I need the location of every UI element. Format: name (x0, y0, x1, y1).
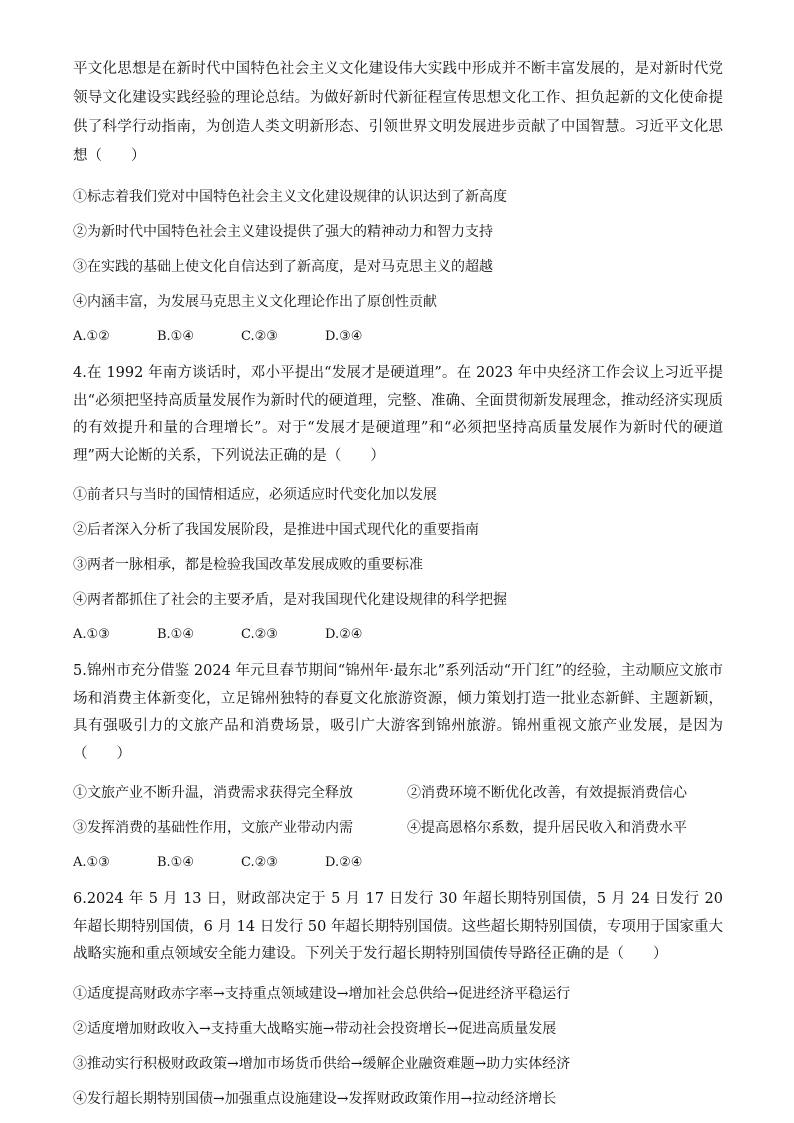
question-6-option-4: ④发行超长期特别国债→加强重点设施建设→发挥财政政策作用→拉动经济增长 (73, 1090, 557, 1107)
question-5-stem: 5.锦州市充分借鉴 2024 年元旦春节期间“锦州年·最东北”系列活动“开门红”的经验，主动顺应文旅市场和消费主体新变化，立足锦州独特的春夏文化旅游资源，倾力策划打造一批业态新鲜、主题新颖，具有强吸引力的文旅产品和消费场景，吸引广大游客到锦州旅游。锦州重视文旅产业发展，是因为（ ） (73, 663, 723, 762)
question-5-options-row-1 (73, 784, 723, 802)
question-6 (73, 886, 723, 1108)
question-4-answer-a: A.①③ (73, 627, 110, 642)
question-3-answer-a: A.①② (73, 329, 110, 344)
question-3-answer-c: C.②③ (241, 329, 278, 344)
question-3-answer-d: D.③④ (325, 329, 363, 344)
question-4-answer-c: C.②③ (241, 627, 278, 642)
question-3-option-4: ④内涵丰富，为发展马克思主义文化理论作出了原创性贡献 (73, 294, 437, 310)
question-6-option-1: ①适度提高财政赤字率→支持重点领域建设→增加社会总供给→促进经济平稳运行 (73, 985, 571, 1002)
question-3-option-1: ①标志着我们党对中国特色社会主义文化建设规律的认识达到了新高度 (73, 189, 507, 205)
question-5-options-row-2 (73, 819, 723, 837)
question-5-option-4: ④提高恩格尔系数，提升居民收入和消费水平 (407, 820, 687, 836)
question-4-option-2: ②后者深入分析了我国发展阶段，是推进中国式现代化的重要指南 (73, 522, 479, 538)
question-6-option-3: ③推动实行积极财政政策→增加市场货币供给→缓解企业融资难题→助力实体经济 (73, 1055, 571, 1072)
question-3-option-3: ③在实践的基础上使文化自信达到了新高度，是对马克思主义的超越 (73, 259, 493, 275)
question-3-option-2: ②为新时代中国特色社会主义建设提供了强大的精神动力和智力支持 (73, 224, 493, 240)
question-5-option-3: ③发挥消费的基础性作用，文旅产业带动内需 (73, 820, 353, 836)
question-4-answer-d: D.②④ (325, 627, 363, 642)
question-5-answer-d: D.②④ (325, 855, 363, 870)
question-5-answer-c: C.②③ (241, 855, 278, 870)
question-4-answer-b: B.①④ (157, 627, 194, 642)
question-3-answers (73, 328, 723, 346)
question-5 (73, 658, 723, 872)
question-4-option-4: ④两者都抓住了社会的主要矛盾，是对我国现代化建设规律的科学把握 (73, 592, 507, 608)
question-5-answers (73, 854, 723, 872)
question-3 (73, 55, 723, 346)
question-4-option-3: ③两者一脉相承，都是检验我国改革发展成败的重要标准 (73, 557, 423, 573)
question-5-option-2: ②消费环境不断优化改善，有效提振消费信心 (407, 785, 687, 801)
question-5-option-1: ①文旅产业不断升温，消费需求获得完全释放 (73, 785, 353, 801)
question-4 (73, 360, 723, 644)
question-6-option-2: ②适度增加财政收入→支持重大战略实施→带动社会投资增长→促进高质量发展 (73, 1020, 557, 1037)
question-3-answer-b: B.①④ (157, 329, 194, 344)
question-4-stem: 4.在 1992 年南方谈话时，邓小平提出“发展才是硬道理”。在 2023 年中央经济工作会议上习近平提出“必须把坚持高质量发展作为新时代的硬道理，完整、准确、全面贯彻新发展理念，推动经济实现质的有效提升和量的合理增长”。对于“发展才是硬道理”和“必须把坚持高质量发展作为新时代的硬道理”两大论断的关系，下列说法正确的是（ ） (73, 365, 723, 464)
exam-page (73, 55, 723, 1108)
question-4-option-1: ①前者只与当时的国情相适应，必须适应时代变化加以发展 (73, 487, 437, 503)
question-3-stem: 平文化思想是在新时代中国特色社会主义文化建设伟大实践中形成并不断丰富发展的，是对新时代党领导文化建设实践经验的理论总结。为做好新时代新征程宣传思想文化工作、担负起新的文化使命提供了科学行动指南，为创造人类文明新形态、引领世界文明发展进步贡献了中国智慧。习近平文化思想（ ） (73, 61, 723, 164)
question-6-stem: 6.2024 年 5 月 13 日，财政部决定于 5 月 17 日发行 30 年超长期特别国债，5 月 24 日发行 20 年超长期特别国债，6 月 14 日发行 50 年超长期特别国债。这些超长期特别国债，专项用于国家重大战略实施和重点领域安全能力建设。下列关于发行超长期特别国债传导路径正确的是（ ） (73, 891, 723, 962)
question-5-answer-a: A.①③ (73, 855, 110, 870)
question-4-answers (73, 626, 723, 644)
question-5-answer-b: B.①④ (157, 855, 194, 870)
